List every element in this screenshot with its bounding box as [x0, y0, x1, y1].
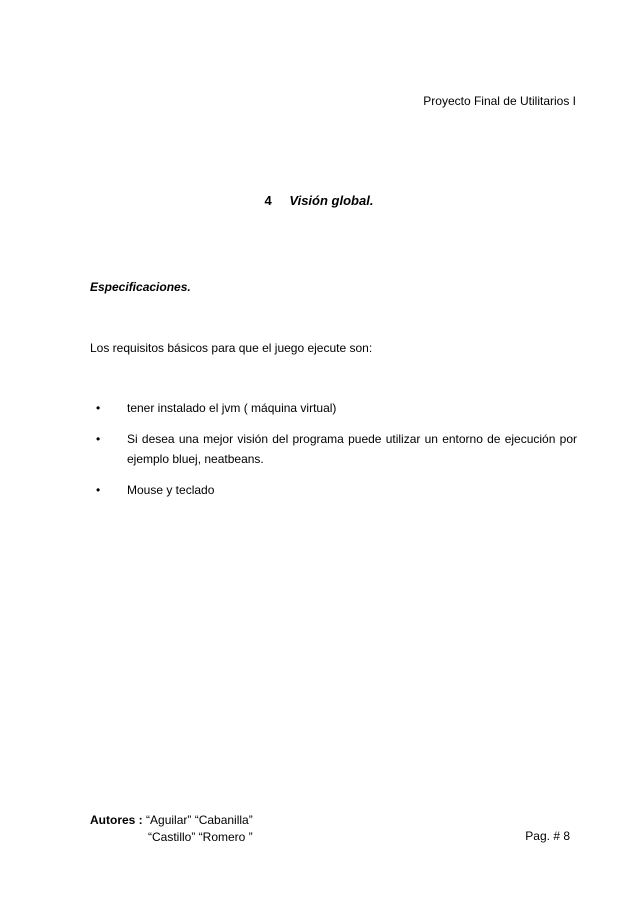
- footer-line-1: [90, 812, 253, 829]
- bullet-icon: •: [96, 432, 101, 446]
- intro-paragraph: Los requisitos básicos para que el juego ejecute son:: [90, 341, 373, 355]
- bullet-icon: •: [96, 401, 101, 415]
- authors-label: Autores :: [90, 813, 143, 827]
- requirements-list: [90, 398, 577, 512]
- section-heading: [0, 193, 638, 208]
- subheading: Especificaciones.: [90, 280, 191, 294]
- list-item: [90, 480, 577, 500]
- authors-line-1: “Aguilar” “Cabanilla”: [146, 813, 253, 827]
- list-item: [90, 398, 577, 418]
- authors-line-2: “Castillo” “Romero ”: [148, 830, 253, 844]
- list-item-text: tener instalado el jvm ( máquina virtual): [127, 401, 337, 415]
- list-item-text: Si desea una mejor visión del programa puede utilizar un entorno de ejecución por ejemplo bluej, neatbeans.: [127, 432, 577, 466]
- running-header: Proyecto Final de Utilitarios I: [423, 94, 576, 108]
- section-title: Visión global.: [289, 193, 374, 208]
- section-number: 4: [264, 193, 272, 208]
- footer-authors: [90, 812, 253, 846]
- page-number: Pag. # 8: [525, 829, 570, 843]
- list-item: [90, 429, 577, 469]
- bullet-icon: •: [96, 483, 101, 497]
- list-item-text: Mouse y teclado: [127, 483, 215, 497]
